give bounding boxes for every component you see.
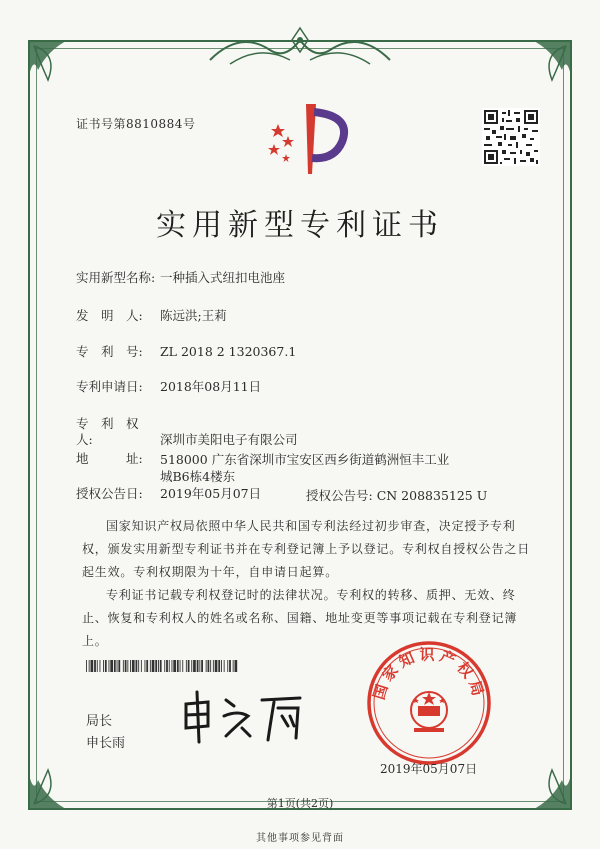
signature-title: 局长 [86, 714, 113, 729]
patent-number: ZL 2018 2 1320367.1 [160, 344, 297, 359]
patent-office-logo [262, 98, 354, 178]
page-indicator: 第1页(共2页) [266, 797, 334, 810]
qr-code [482, 108, 540, 166]
grant-statement: 国家知识产权局依照中华人民共和国专利法经过初步审查，决定授予专利权，颁发实用新型专利证书并在专利登记簿上予以登记。专利权自授权公告之日起生效。专利权期限为十年，自申请日起算。 [82, 519, 531, 579]
patentee-row [76, 416, 298, 448]
certificate-title: 实用新型专利证书 [156, 208, 444, 243]
seal-text: 国家知识产权局 [369, 645, 489, 702]
application-date: 2018年08月11日 [160, 379, 262, 394]
patent-number-row [76, 344, 296, 360]
field-label: 地 址: [76, 451, 143, 466]
grant-date-row [76, 486, 261, 502]
legal-status-statement: 专利证书记载专利权登记时的法律状况。专利权的转移、质押、无效、终止、恢复和专利权人的姓名或名称、国籍、地址变更等事项记载在专利登记簿上。 [82, 588, 518, 648]
field-label: 发 明 人: [76, 308, 143, 323]
application-date-row [76, 379, 261, 395]
announcement-number-row [306, 486, 487, 504]
certificate-number: 证书号第8810884号 [76, 117, 196, 131]
utility-model-name: 一种插入式纽扣电池座 [160, 270, 286, 285]
barcode [86, 660, 238, 672]
inventors: 陈远洪;王莉 [160, 308, 227, 323]
grant-announcement-date: 2019年05月07日 [160, 486, 262, 501]
field-label: 专利申请日: [76, 379, 143, 394]
signer-name: 申长雨 [86, 736, 126, 751]
field-label: 授权公告号: [306, 488, 373, 503]
field-label: 专 利 权 人: [76, 416, 152, 447]
inventor-row [76, 308, 227, 324]
seal-date: 2019年05月07日 [380, 762, 478, 776]
back-note: 其他事项参见背面 [256, 833, 344, 844]
patentee: 深圳市美阳电子有限公司 [160, 432, 298, 447]
address-row [76, 451, 160, 467]
handwritten-signature [178, 686, 308, 746]
announcement-number: CN 208835125 U [376, 488, 488, 503]
field-label: 实用新型名称: [76, 270, 156, 285]
address: 518000 广东省深圳市宝安区西乡街道鹤洲恒丰工业城B6栋4楼东 [160, 452, 450, 484]
official-seal [366, 640, 492, 766]
top-ornament [200, 20, 400, 76]
field-label: 授权公告日: [76, 486, 143, 501]
utility-model-name-row [76, 270, 285, 286]
field-label: 专 利 号: [76, 344, 143, 359]
